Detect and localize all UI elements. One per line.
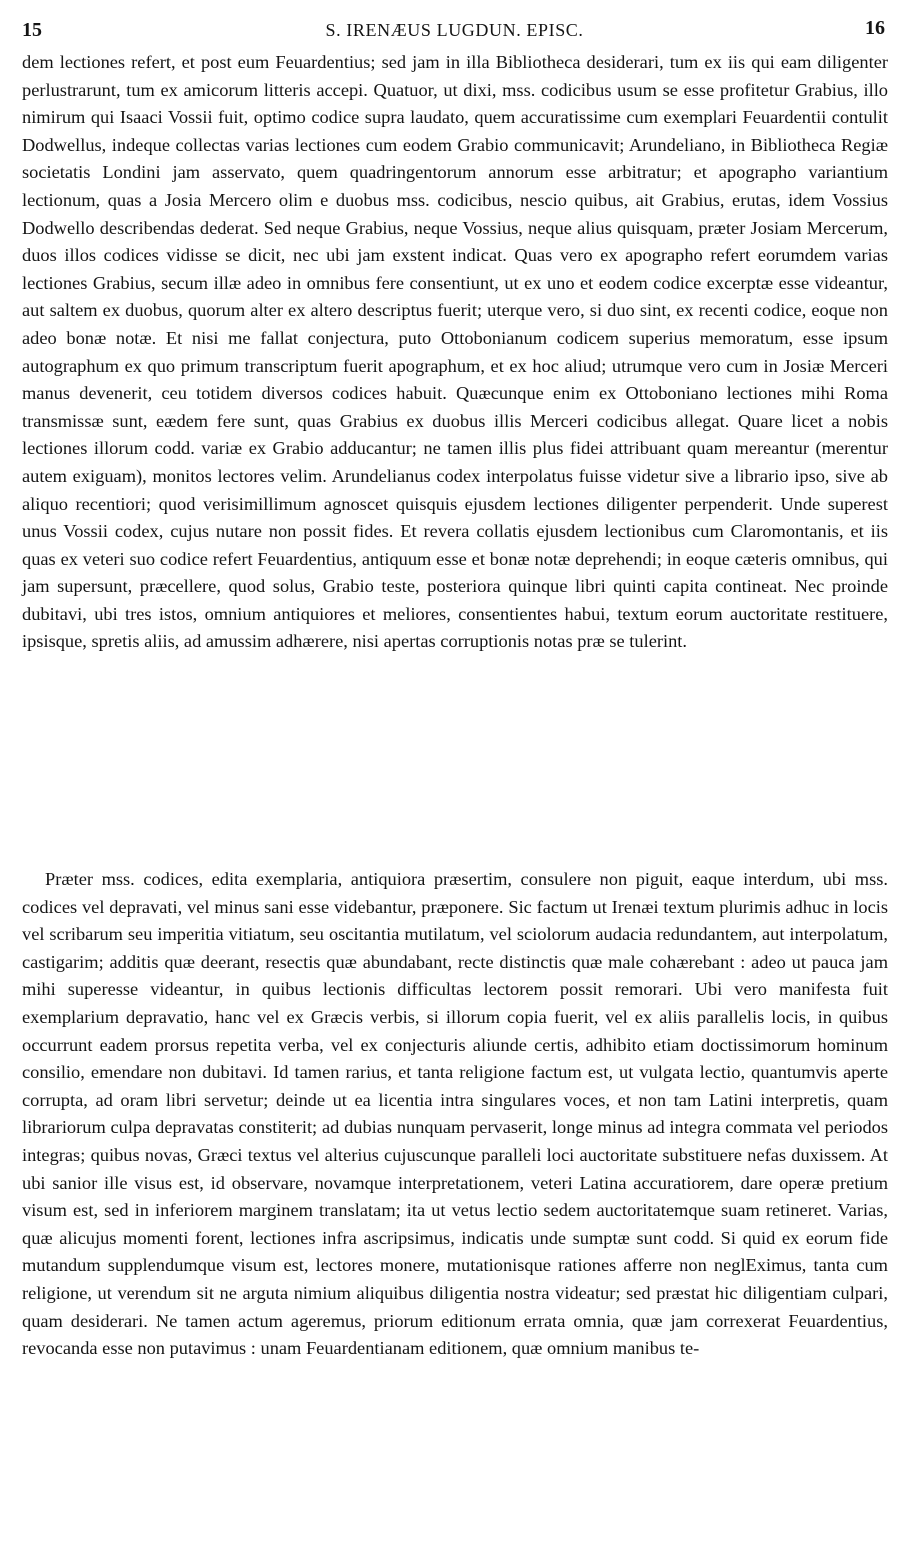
page-header — [22, 17, 887, 45]
left-page-number: 15 — [22, 19, 42, 41]
right-page-number: 16 — [865, 17, 885, 39]
running-title: S. IRENÆUS LUGDUN. EPISC. — [325, 20, 584, 40]
body-paragraph-1: dem lectiones refert, et post eum Feuardentius; sed jam in illa Bibliotheca desiderari, tum ex iis qui eam diligenter perlustrarunt, tum ex amicorum litteris accepi. Quatuor, ut dixi, mss. codicibus usum se esse profitetur Grabius, illo nimirum qui Isaaci Vossii fuit, optimo codice supra laudato, quem accuratissime cum exemplari Feuardentii contulit Dodwellus, indeque collectas varias lectiones cum eodem Grabio communicavit; Arundeliano, in Bibliotheca Regiæ societatis Londini jam asservato, quem quadringentorum annorum esse arbitratur; et apographo variantium lectionum, quas a Josia Mercero olim e duobus mss. codicibus, nescio quibus, ait Grabius, erutas, idem Vossius Dodwello describendas dederat. Sed neque Grabius, neque Vossius, neque alius quisquam, præter Josiam Mercerum, duos illos codices vidisse se dicit, nec ubi jam exstent indicat. Quas vero ex apographo refert eorumdem varias lectiones Grabius, secum illæ adeo in omnibus fere consentiunt, ut ex uno et eodem codice excerptæ esse videantur, aut saltem ex duobus, quorum alter ex altero descriptus fuerit; uterque vero, si duo sint, ex recenti codice, eoque non adeo bonæ notæ. Et nisi me fallat conjectura, puto Ottobonianum codicem superius memoratum, esse ipsum autographum ex quo primum transcriptum fuerit apographum, et ex hoc aliud; utrumque vero cum in Josiæ Merceri manus devenerit, ceu totidem diversos codices habuit. Quæcunque enim ex Ottoboniano lectiones mihi Roma transmissæ sunt, eædem fere sunt, quas Grabius ex duobus illis Merceri codicibus allegat. Quare licet a nobis lectiones illorum codd. variæ ex Grabio adducantur; ne tamen illis plus fidei attribuant quam mereantur (merentur autem exiguam), monitos lectores velim. Arundelianus codex interpolatus fuisse videtur sive a librario ipso, sive ab aliquo recentiori; quod verisimillimum agnoscet quisquis ejusdem lectiones diligenter perpenderit. Unde superest unus Vossii codex, cujus nutare non possit fides. Et revera collatis ejusdem lectionibus cum Claromontanis, et iis quas ex veteri suo codice refert Feuardentius, antiquum esse et bonæ notæ deprehendi; in eoque cæteris omnibus, qui jam supersunt, præcellere, quod solus, Grabio teste, posteriora quinque libri quinti capita contineat. Nec proinde dubitavi, ubi tres istos, omnium antiquiores et meliores, consentientes habui, textum eorum auctoritate restituere, ipsisque, spretis aliis, ad amussim adhærere, nisi apertas corruptionis notas præ se tulerint. — [22, 52, 888, 652]
body-paragraph-2: Præter mss. codices, edita exemplaria, antiquiora præsertim, consulere non piguit, eaque interdum, ubi mss. codices vel depravati, vel minus sani esse videbantur, præponere. Sic factum ut Irenæi textum plurimis adhuc in locis vel scribarum seu imperitia vitiatum, seu oscitantia mutilatum, vel sciolorum audacia redundantem, aut interpolatum, castigarim; additis quæ deerant, resectis quæ abundabant, recte distinctis quæ male cohærebant : adeo ut pauca jam mihi superesse videantur, in quibus lectionis difficultas lectorem possit remorari. Ubi vero manifesta fuit exemplarium depravatio, hanc vel ex Græcis verbis, si illorum copia fuerit, vel ex aliis parallelis locis, in quibus occurrunt eadem prorsus repetita verba, vel ex conjecturis aliunde certis, adhibito etiam doctissimorum hominum consilio, emendare non dubitavi. Id tamen rarius, et tanta religione factum est, ut vulgata lectio, quantumvis aperte corrupta, ad oram libri servetur; deinde ut ea licentia intra singulares voces, et non tam Latini interpretis, quam librariorum culpa depravatas constiterit; ad dubias nunquam pervaserit, longe minus ad integra commata vel periodos integras; quibus novas, Græci textus vel alterius cujuscunque paralleli loci auctoritate substituere nefas duxissem. At ubi sanior ille visus est, id observare, novamque interpretationem, veteri Latina accuratiorem, dare operæ pretium visum est, sed in inferiorem marginem translatam; ita ut vetus lectio sedem auctoritatemque suam retineret. Varias, quæ alicujus momenti forent, lectiones infra ascripsimus, indicatis unde sumptæ sunt codd. Si quid ex eorum fide mutandum supplendumque visum est, lectores monere, mutationisque rationes afferre non neglEximus, tanta cum religione, ut verendum sit ne arguta nimium aliquibus diligentia nostra videatur; sed præstat hic diligentiam culpari, quam desiderari. Ne tamen actum ageremus, priorum editionum errata omnia, quæ jam correxerat Feuardentius, revocanda esse non putavimus : unam Feuardentianam editionem, quæ omnium manibus te- — [22, 869, 888, 1359]
